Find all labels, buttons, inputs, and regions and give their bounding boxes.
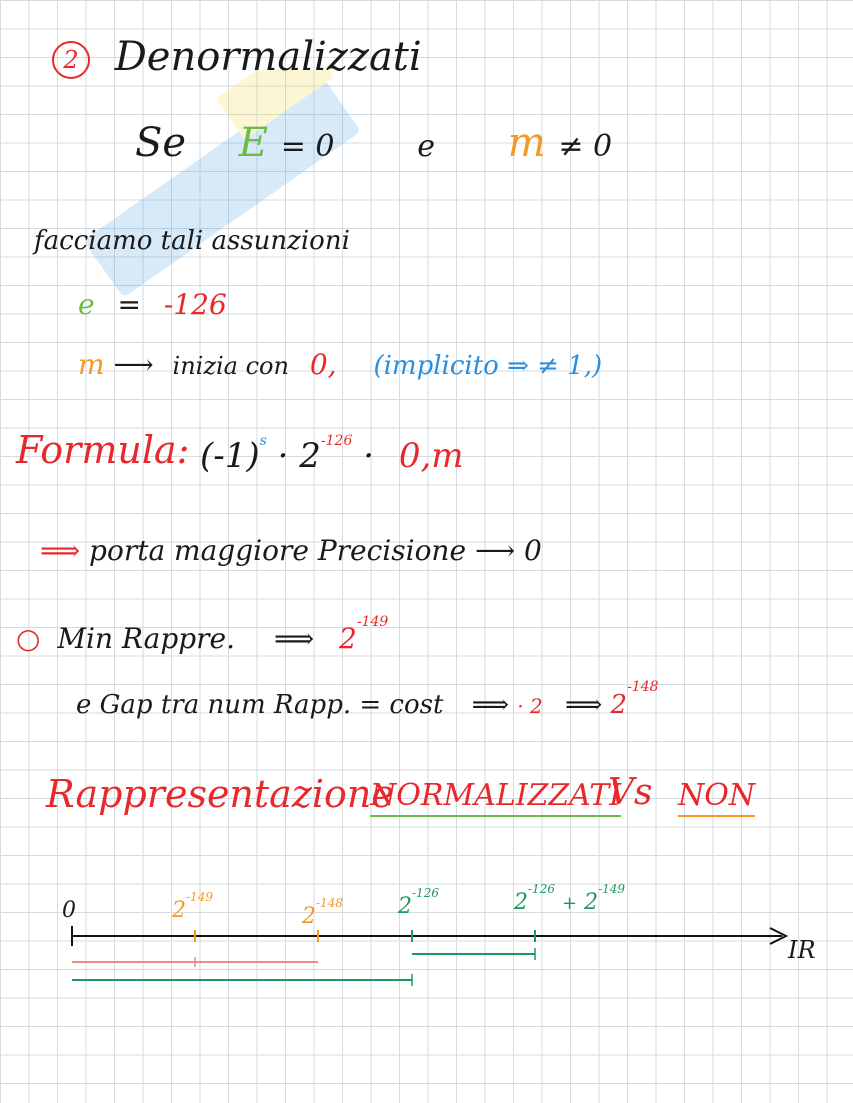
t4-plus: +: [561, 893, 578, 914]
t3-exp: -126: [412, 886, 439, 900]
formula-exp: -126: [320, 433, 353, 449]
formula-label: Formula:: [16, 428, 190, 472]
heading-number: 2: [52, 41, 90, 79]
formula-base: (-1): [200, 436, 260, 476]
assumption-e-var: e: [78, 288, 95, 321]
formula-expression: [200, 433, 464, 476]
heading: [52, 34, 422, 80]
number-line: [0, 860, 853, 1000]
min-two: 2: [338, 622, 357, 655]
assumption-m: [78, 348, 602, 381]
min-line: [16, 614, 389, 655]
formula-exp-s: s: [259, 433, 267, 449]
rappr-title: Rappresentazione: [46, 772, 394, 816]
min-text: Min Rappre.: [57, 622, 236, 655]
assumption-m-paren: (implicito ⇒ ≠ 1,): [373, 351, 603, 381]
formula-two: 2: [299, 436, 321, 476]
axis-real-label: IR: [788, 936, 816, 964]
t1-base: 2: [172, 898, 186, 923]
condition-e: e: [417, 129, 435, 164]
assumption-e-val: -126: [163, 288, 227, 321]
axis-zero-label: 0: [62, 898, 76, 923]
t4-base1: 2: [514, 890, 528, 915]
min-exp: -149: [356, 614, 389, 630]
rappr-norm: NORMALIZZATI: [370, 778, 621, 817]
gap-text: e Gap tra num Rapp. = cost: [76, 690, 444, 720]
gap-line: [76, 679, 659, 720]
condition-eq0: = 0: [280, 129, 335, 164]
assumption-e: [78, 288, 227, 321]
t3-base: 2: [398, 894, 412, 919]
t2-base: 2: [302, 904, 316, 929]
assumption-m-text: inizia con: [172, 352, 289, 380]
min-arrow: ⟹: [273, 622, 315, 655]
axis-tick-3-label: [398, 886, 439, 919]
t1-exp: -149: [186, 890, 213, 904]
condition-line: [135, 120, 612, 166]
assumption-m-zero: 0,: [309, 348, 337, 381]
watermark-logo: [60, 70, 390, 310]
axis-tick-4-label: [514, 882, 626, 915]
rappr-non: NON: [678, 778, 755, 817]
t4-base2: 2: [584, 890, 599, 915]
precision-arrow: ⟹: [40, 534, 81, 567]
t4-exp2: -149: [598, 882, 626, 896]
precision-line: [40, 534, 542, 567]
gap-mult: · 2: [517, 694, 543, 718]
condition-E: E: [238, 120, 268, 166]
heading-title: Denormalizzati: [114, 34, 422, 80]
formula-mant: 0,m: [398, 436, 464, 476]
condition-se: Se: [135, 120, 187, 166]
condition-m: m: [507, 120, 546, 166]
condition-neq0: ≠ 0: [558, 129, 613, 164]
assumption-m-var: m: [78, 348, 105, 381]
gap-two: 2: [610, 690, 628, 720]
axis-tick-2-label: [302, 896, 343, 929]
t2-exp: -148: [316, 896, 343, 910]
formula-dot2: ·: [363, 436, 374, 476]
axis-tick-1-label: [172, 890, 213, 923]
assumption-m-arrow: ⟶: [113, 348, 154, 381]
gap-arrow1: ⟹: [471, 690, 509, 720]
min-bullet: ○: [16, 622, 41, 655]
assumptions-intro: facciamo tali assunzioni: [34, 226, 350, 256]
t4-exp1: -126: [528, 882, 555, 896]
precision-tail: ⟶ 0: [474, 534, 542, 567]
formula-dot1: ·: [277, 436, 289, 476]
gap-exp: -148: [627, 679, 659, 695]
gap-arrow2: ⟹: [564, 690, 603, 720]
rappr-vs: Vs: [608, 772, 653, 813]
assumption-e-eq: =: [117, 288, 141, 321]
precision-text: porta maggiore Precisione: [89, 534, 467, 567]
